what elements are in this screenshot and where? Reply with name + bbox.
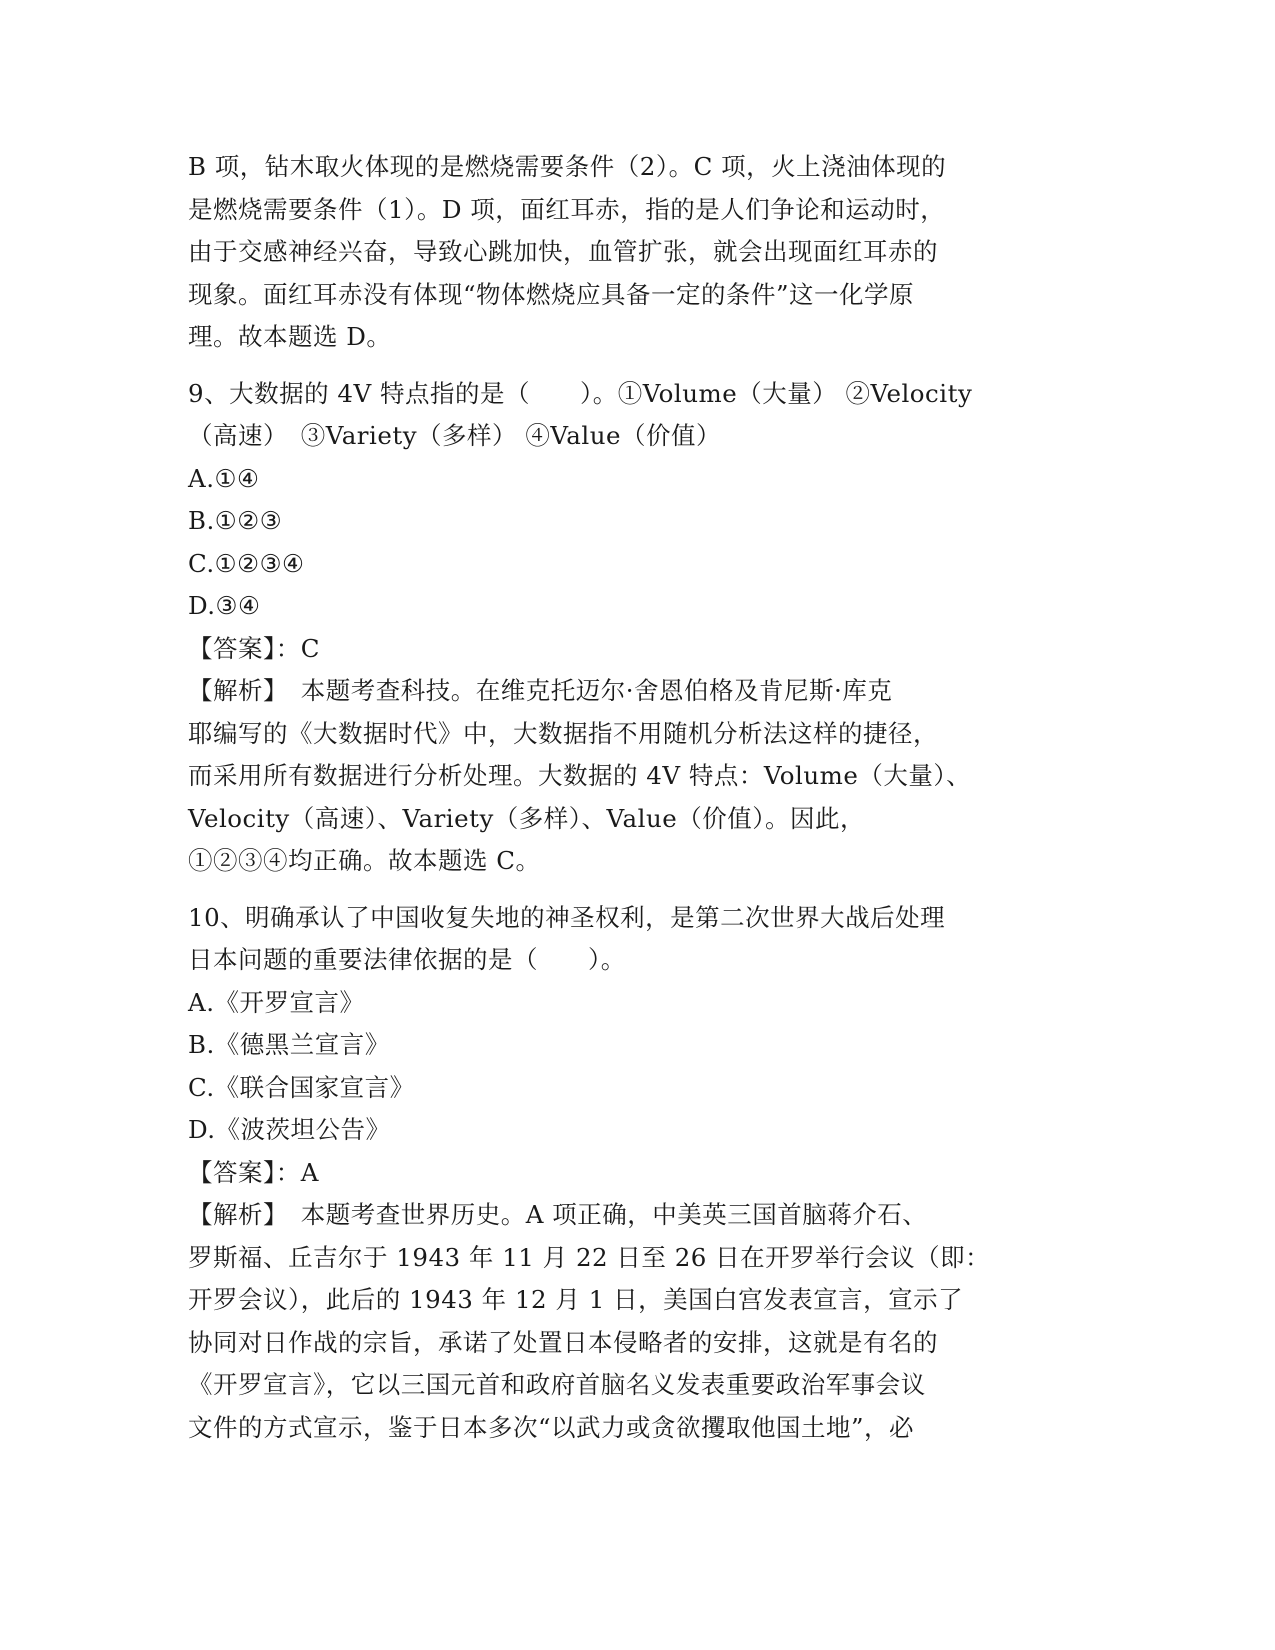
analysis-line: 协同对日作战的宗旨，承诺了处置日本侵略者的安排，这就是有名的 bbox=[188, 1327, 938, 1357]
spacer bbox=[188, 883, 1068, 897]
analysis-line: 开罗会议），此后的 1943 年 12 月 1 日，美国白宫发表宣言，宣示了 bbox=[188, 1285, 964, 1314]
q8-analysis-tail bbox=[188, 146, 1068, 359]
answer-line: 【答案】：C bbox=[188, 633, 320, 663]
analysis-line: ①②③④均正确。故本题选 C。 bbox=[188, 846, 541, 875]
analysis-line: 【解析】 本题考查科技。在维克托迈尔·舍恩伯格及肯尼斯·库克 bbox=[188, 676, 893, 705]
analysis-line: 罗斯福、丘吉尔于 1943 年 11 月 22 日至 26 日在开罗举行会议（即： bbox=[188, 1242, 991, 1272]
text-line: 理。故本题选 D。 bbox=[188, 322, 392, 351]
question-stem: 9、大数据的 4V 特点指的是（ ）。①Volume（大量） ②Velocity bbox=[188, 378, 973, 408]
analysis-line: 文件的方式宣示，鉴于日本多次“以武力或贪欲攫取他国土地”，必 bbox=[188, 1412, 915, 1442]
analysis-line: 耶编写的《大数据时代》中，大数据指不用随机分析法这样的捷径， bbox=[188, 718, 938, 748]
option-a: A.①④ bbox=[188, 463, 260, 493]
option-c: C.①②③④ bbox=[188, 548, 305, 578]
document-body bbox=[188, 146, 1068, 1449]
analysis-line: 而采用所有数据进行分析处理。大数据的 4V 特点：Volume（大量）、 bbox=[188, 761, 972, 790]
question-10 bbox=[188, 897, 1068, 1450]
text-line: 是燃烧需要条件（1）。D 项，面红耳赤，指的是人们争论和运动时， bbox=[188, 194, 946, 224]
option-b: B.《德黑兰宣言》 bbox=[188, 1030, 390, 1059]
option-d: D.《波茨坦公告》 bbox=[188, 1115, 391, 1144]
text-line: 由于交感神经兴奋，导致心跳加快，血管扩张，就会出现面红耳赤的 bbox=[188, 237, 938, 266]
text-line: 现象。面红耳赤没有体现“物体燃烧应具备一定的条件”这一化学原 bbox=[188, 279, 915, 309]
option-c: C.《联合国家宣言》 bbox=[188, 1072, 415, 1102]
question-9 bbox=[188, 373, 1068, 883]
option-d: D.③④ bbox=[188, 591, 261, 620]
spacer bbox=[188, 359, 1068, 373]
analysis-line: Velocity（高速）、Variety（多样）、Value（价值）。因此， bbox=[188, 803, 865, 833]
question-stem: 日本问题的重要法律依据的是（ ）。 bbox=[188, 945, 626, 974]
question-stem: 10、明确承认了中国收复失地的神圣权利，是第二次世界大战后处理 bbox=[188, 902, 946, 932]
text-line: B 项，钻木取火体现的是燃烧需要条件（2）。C 项，火上浇油体现的 bbox=[188, 152, 947, 181]
analysis-line: 【解析】 本题考查世界历史。A 项正确，中美英三国首脑蒋介石、 bbox=[188, 1200, 928, 1229]
answer-line: 【答案】：A bbox=[188, 1157, 319, 1187]
option-a: A.《开罗宣言》 bbox=[188, 987, 365, 1017]
analysis-line: 《开罗宣言》，它以三国元首和政府首脑名义发表重要政治军事会议 bbox=[188, 1370, 926, 1399]
question-stem: （高速） ③Variety（多样） ④Value（价值） bbox=[188, 421, 721, 450]
option-b: B.①②③ bbox=[188, 506, 283, 535]
